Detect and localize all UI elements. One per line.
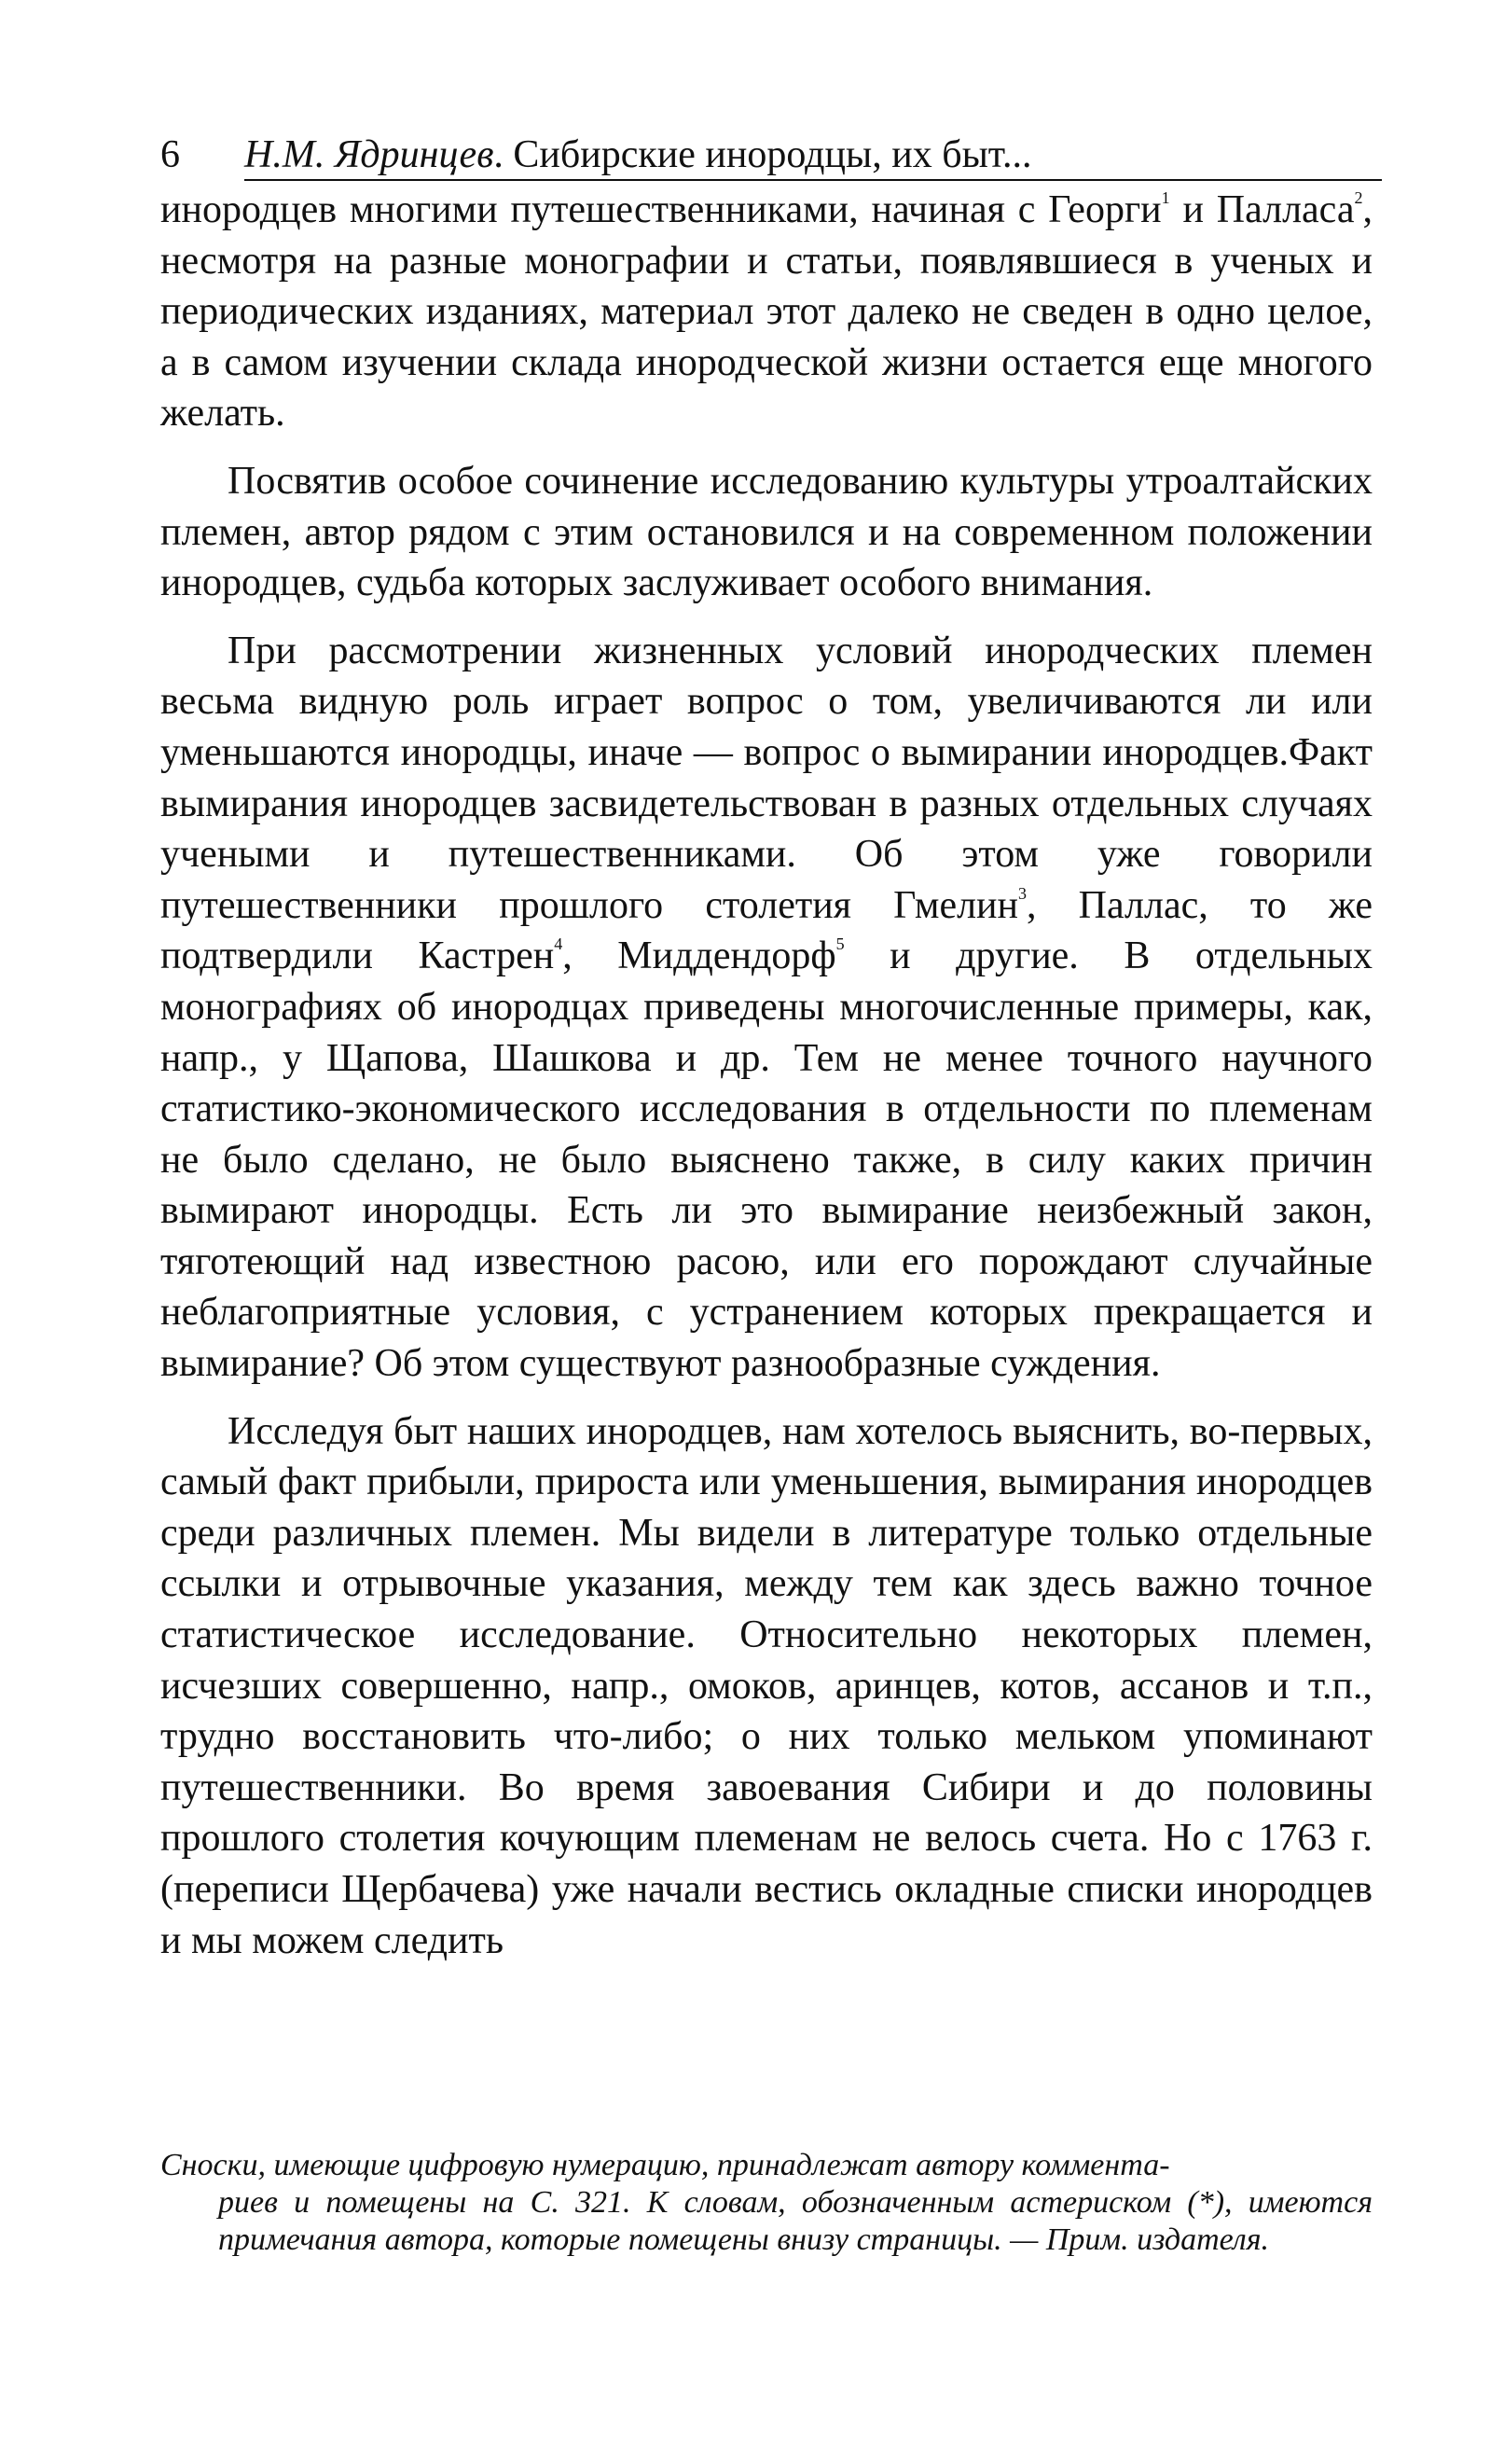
paragraph-3-part-b: , Паллас, то же подтвердили Кастрен: [160, 883, 1373, 978]
footnote-ref-4: 4: [554, 934, 563, 954]
publisher-footnote: [160, 2147, 1373, 2259]
paragraph-3: [160, 626, 1373, 1390]
footnote-ref-1: 1: [1161, 188, 1170, 207]
paragraph-3-part-c: , Миддендорф: [562, 934, 836, 978]
running-header: [160, 131, 1373, 179]
paragraph-1: [160, 185, 1373, 439]
footnote-ref-3: 3: [1018, 883, 1027, 903]
paragraph-3-part-a: При рассмотрении жизненных условий инородческих племен весьма видную роль играет вопрос о том, увеличиваются ли или уменьшаются инородцы, иначе — вопрос о вымирании инородцев.Факт вымирания инородцев засвидетельствован в разных отдельных случаях учеными и путешественниками. Об этом уже говорили путешественники прошлого столетия Гмелин: [160, 629, 1373, 927]
footnote-ref-5: 5: [835, 934, 845, 954]
paragraph-4: Исследуя быт наших инородцев, нам хотелось выяснить, во-первых, самый факт прибыли, прироста или уменьшения, вымирания инородцев среди различных племен. Мы видели в литературе только отдельные ссылки и отрывочные указания, между тем как здесь важно точное статистическое исследование. Относительно некоторых племен, исчезших совершенно, напр., омоков, аринцев, котов, ассанов и т.п., трудно восстановить что-либо; о них только мельком упоминают путешественники. Во время завоевания Сибири и до половины прошлого столетия кочующим племенам не велось счета. Но с 1763 г. (переписи Щербачева) уже начали вестись окладные списки инородцев и мы можем следить: [160, 1409, 1373, 1962]
page-number: 6: [160, 133, 180, 176]
header-title: . Сибирские инородцы, их быт...: [493, 133, 1032, 176]
header-author: Н.М. Ядринцев: [244, 133, 494, 176]
paragraph-3-part-d: и другие. В отдельных монографиях об инородцах приведены многочисленные примеры, как, напр., у Щапова, Шашкова и др. Тем не менее точного научного статистико-экономического исследования в отдельности по племенам не было сделано, не было выяснено также, в силу каких причин вымирают инородцы. Есть ли это вымирание неизбежный закон, тяготеющий над известною расою, или его порождают случайные неблагоприятные условия, с устранением которых прекращается и вымирание? Об этом существуют разнообразные суждения.: [160, 934, 1373, 1386]
footnote-continuation: риев и помещены на С. 321. К словам, обозначенным астериском (*), имеются примечания автора, которые помещены внизу страницы. — Прим. издателя.: [218, 2185, 1373, 2257]
paragraph-1-part-c: , несмотря на разные монографии и статьи, появлявшиеся в ученых и периодических изданиях, материал этот далеко не сведен в одно целое, а в самом изучении склада инородческой жизни остается еще многого желать.: [160, 188, 1373, 436]
footnote-line-1: Сноски, имеющие цифровую нумерацию, принадлежат автору коммента-: [160, 2148, 1170, 2182]
main-text: [160, 185, 1373, 1966]
paragraph-1-part-a: инородцев многими путешественниками, начиная с Георги: [160, 188, 1162, 231]
paragraph-1-part-b: и Палласа: [1169, 188, 1355, 231]
paragraph-2: Посвятив особое сочинение исследованию культуры утроалтайских племен, автор рядом с этим остановился и на современном положении инородцев, судьба которых заслуживает особого внимания.: [160, 459, 1373, 605]
header-rule: [244, 179, 1382, 181]
footnote-ref-2: 2: [1354, 188, 1363, 207]
